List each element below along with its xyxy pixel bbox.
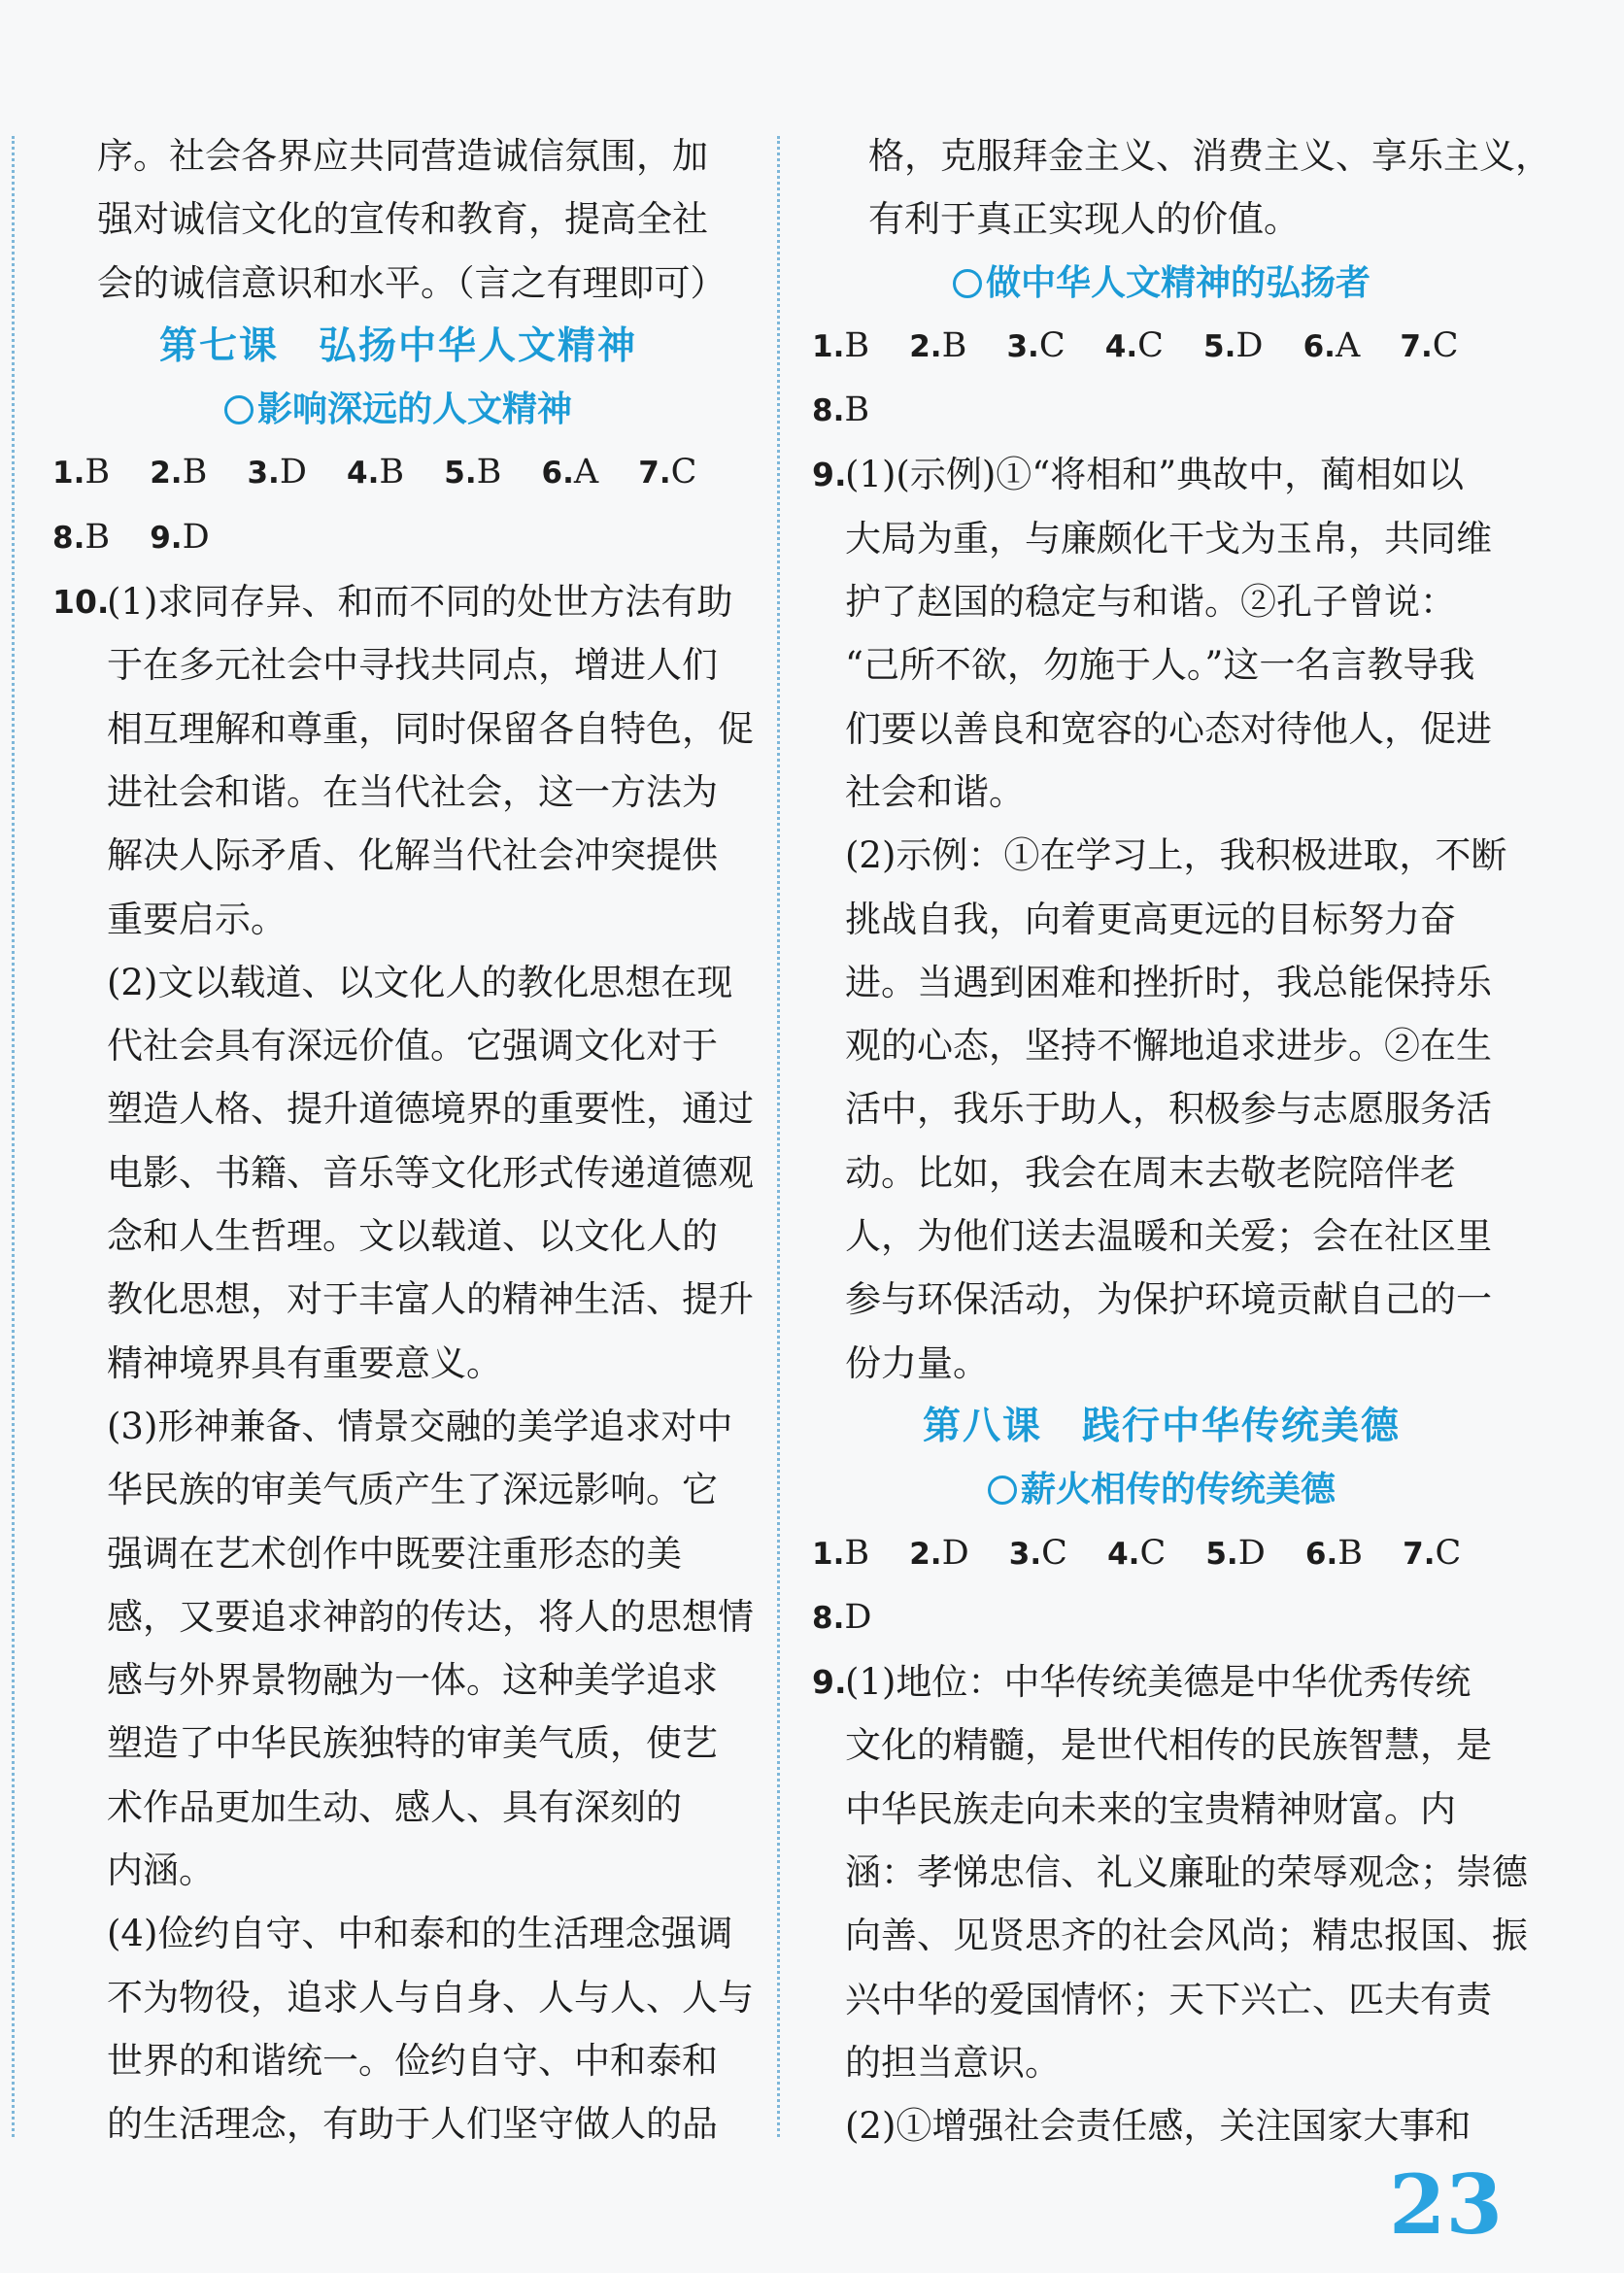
question-number: 1. [812, 328, 845, 364]
column-divider [777, 136, 780, 2137]
intro-paragraph [52, 124, 744, 315]
answer-letter: C [1435, 1533, 1462, 1573]
text-line: 感与外界景物融为一体。这种美学追求 [107, 1659, 718, 1702]
text-line: 华民族的审美气质产生了深远影响。它 [107, 1469, 718, 1511]
answer-item [1105, 315, 1164, 379]
text-line: 精神境界具有重要意义。 [107, 1341, 502, 1384]
answer-letter: D [844, 1597, 872, 1637]
text-line: 文化的精髓，是世代相传的民族智慧，是 [845, 1724, 1492, 1767]
text-line: (4)俭约自守、中和泰和的生活理念强调 [107, 1913, 733, 1955]
question-10 [52, 570, 754, 2155]
answer-letter: A [1335, 325, 1361, 365]
answer-item [1009, 1522, 1067, 1586]
text-line: 进。当遇到困难和挫折时，我总能保持乐 [845, 961, 1492, 1003]
answer-letter: C [1139, 1533, 1167, 1573]
text-line: 序。社会各界应共同营造诚信氛围，加 [97, 135, 708, 177]
text-line: 参与环保活动，为保护环境贡献自己的一 [845, 1278, 1492, 1321]
intro-paragraph [812, 124, 1551, 252]
text-line: 护了赵国的稳定与和谐。②孔子曾说： [845, 581, 1456, 624]
answer-letter: B [844, 1533, 870, 1573]
text-line: 解决人际矛盾、化解当代社会冲突提供 [107, 834, 718, 877]
answer-item [812, 379, 869, 443]
question-number: 5. [1205, 1536, 1238, 1572]
answer-item [909, 1522, 968, 1586]
text-line: (3)形神兼备、情景交融的美学追求对中 [107, 1405, 733, 1447]
answer-letter: D [1237, 1533, 1266, 1573]
text-line: 不为物役，追求人与自身、人与人、人与 [107, 1976, 754, 2019]
question-number: 3. [247, 456, 280, 492]
text-line: 塑造了中华民族独特的审美气质，使艺 [107, 1722, 718, 1765]
text-line: 兴中华的爱国情怀；天下兴亡、匹夫有责 [845, 1978, 1492, 2020]
question-number: 6. [1304, 1536, 1338, 1572]
text-line: 相互理解和尊重，同时保留各自特色，促 [107, 707, 754, 750]
text-line: 内涵。 [107, 1849, 215, 1892]
text-line: 活中，我乐于助人，积极参与志愿服务活 [845, 1088, 1492, 1131]
answer-letter: B [1337, 1533, 1364, 1573]
answer-item [444, 441, 501, 505]
question-number: 9. [150, 520, 183, 556]
text-line: 向善、见贤思齐的社会风尚；精忠报国、振 [845, 1915, 1528, 1957]
section-title-text: 影响深远的人文精神 [256, 390, 572, 430]
text-line: (1)地位：中华传统美德是中华优秀传统 [845, 1661, 1472, 1704]
text-line: 术作品更加生动、感人、具有深刻的 [107, 1785, 682, 1828]
section-title [812, 1458, 1511, 1521]
circle-bullet-icon [953, 269, 982, 298]
text-line: 世界的和谐统一。俭约自守、中和泰和 [107, 2039, 718, 2082]
answer-item [52, 441, 110, 505]
question-number: 5. [1203, 328, 1236, 364]
lesson-8-title: 第八课 践行中华传统美德 [922, 1404, 1401, 1448]
text-line: 份力量。 [845, 1341, 989, 1384]
text-line: 动。比如，我会在周末去敬老院陪伴老 [845, 1151, 1456, 1194]
text-line: 挑战自我，向着更高更远的目标努力奋 [845, 898, 1456, 940]
question-9 [812, 443, 1511, 1394]
answer-row [812, 1586, 1511, 1650]
answer-letter: B [844, 390, 870, 430]
answer-letter: B [844, 325, 870, 365]
question-number: 6. [541, 456, 574, 492]
text-line: 塑造人格、提升道德境界的重要性，通过 [107, 1088, 754, 1131]
answer-letter: D [279, 453, 307, 492]
text-line: 观的心态，坚持不懈地追求进步。②在生 [845, 1025, 1492, 1068]
text-line: 中华民族走向未来的宝贵精神财富。内 [845, 1787, 1456, 1830]
question-number: 8. [812, 393, 845, 429]
text-line: 们要以善良和宽容的心态对待他人，促进 [845, 707, 1492, 750]
answer-item [1303, 315, 1361, 379]
text-line: 格，克服拜金主义、消费主义、享乐主义， [868, 135, 1551, 177]
question-number: 7. [1400, 328, 1433, 364]
question-number: 7. [638, 456, 671, 492]
answer-row [812, 379, 1511, 443]
question-number: 2. [909, 1536, 942, 1572]
text-line: (2)文以载道、以文化人的教化思想在现 [107, 961, 733, 1003]
answer-row [812, 315, 1511, 379]
answer-item [638, 441, 696, 505]
circle-bullet-icon [988, 1476, 1017, 1505]
text-line: (2)示例：①在学习上，我积极进取，不断 [845, 834, 1507, 877]
question-number: 4. [1104, 328, 1138, 364]
answer-item [347, 441, 404, 505]
page-number: 23 [1389, 2156, 1503, 2253]
question-number: 2. [150, 456, 183, 492]
question-number: 8. [812, 1600, 845, 1636]
circle-bullet-icon [224, 395, 254, 424]
answer-item [150, 506, 209, 570]
text-line: 念和人生哲理。文以载道、以文化人的 [107, 1215, 718, 1258]
question-number: 4. [347, 456, 380, 492]
answer-letter: B [941, 325, 967, 365]
lesson-7-title: 第七课 弘扬中华人文精神 [158, 323, 637, 368]
text-line: 大局为重，与廉颇化干戈为玉帛，共同维 [845, 517, 1492, 560]
answer-row [52, 506, 744, 570]
answer-letter: B [85, 453, 111, 492]
question-number: 3. [1006, 328, 1039, 364]
answer-letter: B [85, 517, 111, 557]
question-number: 4. [1107, 1536, 1140, 1572]
section-title [52, 378, 744, 441]
answer-letter: B [379, 453, 405, 492]
answer-item [1203, 315, 1263, 379]
answer-letter: C [1432, 325, 1459, 365]
answer-letter: D [182, 517, 210, 557]
question-9-lesson-8 [812, 1650, 1528, 2157]
text-line: (1)求同存异、和而不同的处世方法有助 [107, 581, 733, 624]
left-margin-rule [12, 136, 15, 2137]
answer-item [52, 506, 110, 570]
answer-letter: C [1038, 325, 1066, 365]
answer-item [1205, 1522, 1265, 1586]
question-number: 9. [812, 456, 847, 494]
section-title-text: 做中华人文精神的弘扬者 [985, 262, 1370, 303]
left-column [52, 124, 754, 2156]
answer-letter: C [1041, 1533, 1067, 1573]
answer-item [542, 441, 599, 505]
answer-item [1400, 315, 1458, 379]
question-number: 1. [52, 456, 85, 492]
text-line: 电影、书籍、音乐等文化形式传递道德观 [107, 1151, 754, 1194]
question-number: 7. [1403, 1536, 1436, 1572]
text-line: 有利于真正实现人的价值。 [868, 198, 1300, 241]
section-title [812, 252, 1511, 315]
answer-item [1403, 1522, 1461, 1586]
answer-letter: B [476, 453, 502, 492]
text-line: “己所不欲，勿施于人。”这一名言教导我 [845, 644, 1475, 687]
text-line: (2)①增强社会责任感，关注国家大事和 [845, 2105, 1472, 2148]
question-number: 2. [909, 328, 942, 364]
answer-item [1107, 1522, 1166, 1586]
question-body [845, 1650, 1528, 2157]
answer-row [812, 1522, 1511, 1586]
section-title-text: 薪火相传的传统美德 [1020, 1470, 1336, 1510]
question-number: 8. [52, 520, 85, 556]
answer-item [812, 1522, 869, 1586]
question-number: 10. [52, 583, 110, 622]
answer-item [1006, 315, 1065, 379]
answer-letter: D [941, 1533, 969, 1573]
answer-letter: A [573, 453, 599, 492]
question-number: 9. [812, 1663, 847, 1702]
text-line: 的生活理念，有助于人们坚守做人的品 [107, 2103, 718, 2146]
question-body [107, 570, 754, 2155]
question-number: 3. [1008, 1536, 1042, 1572]
answer-item [1305, 1522, 1363, 1586]
text-line: 会的诚信意识和水平。（言之有理即可） [97, 261, 727, 304]
answer-letter: C [670, 453, 697, 492]
answer-letter: B [182, 453, 208, 492]
question-body [845, 443, 1511, 1394]
text-line: 社会和谐。 [845, 770, 1025, 813]
text-line: 教化思想，对于丰富人的精神生活、提升 [107, 1278, 754, 1321]
text-line: 感，又要追求神韵的传达，将人的思想情 [107, 1595, 754, 1638]
text-line: 的担当意识。 [845, 2041, 1061, 2084]
answer-item [812, 1586, 871, 1650]
question-number: 6. [1303, 328, 1336, 364]
text-line: 重要启示。 [107, 898, 287, 940]
right-column [812, 124, 1551, 2158]
answer-letter: C [1137, 325, 1164, 365]
text-line: (1)(示例)①“将相和”典故中，蔺相如以 [845, 454, 1465, 496]
text-line: 代社会具有深远价值。它强调文化对于 [107, 1025, 718, 1068]
text-line: 强调在艺术创作中既要注重形态的美 [107, 1532, 682, 1575]
answer-item [909, 315, 966, 379]
text-line: 进社会和谐。在当代社会，这一方法为 [107, 770, 718, 813]
answer-item [150, 441, 207, 505]
answer-letter: D [1235, 325, 1264, 365]
answer-row [52, 441, 744, 505]
text-line: 强对诚信文化的宣传和教育，提高全社 [97, 198, 708, 241]
question-number: 1. [812, 1536, 845, 1572]
text-line: 涵：孝悌忠信、礼义廉耻的荣辱观念；崇德 [845, 1851, 1528, 1894]
question-number: 5. [444, 456, 477, 492]
text-line: 人，为他们送去温暖和关爱；会在社区里 [845, 1215, 1492, 1258]
answer-item [812, 315, 869, 379]
answer-item [247, 441, 306, 505]
text-line: 于在多元社会中寻找共同点，增进人们 [107, 644, 718, 687]
